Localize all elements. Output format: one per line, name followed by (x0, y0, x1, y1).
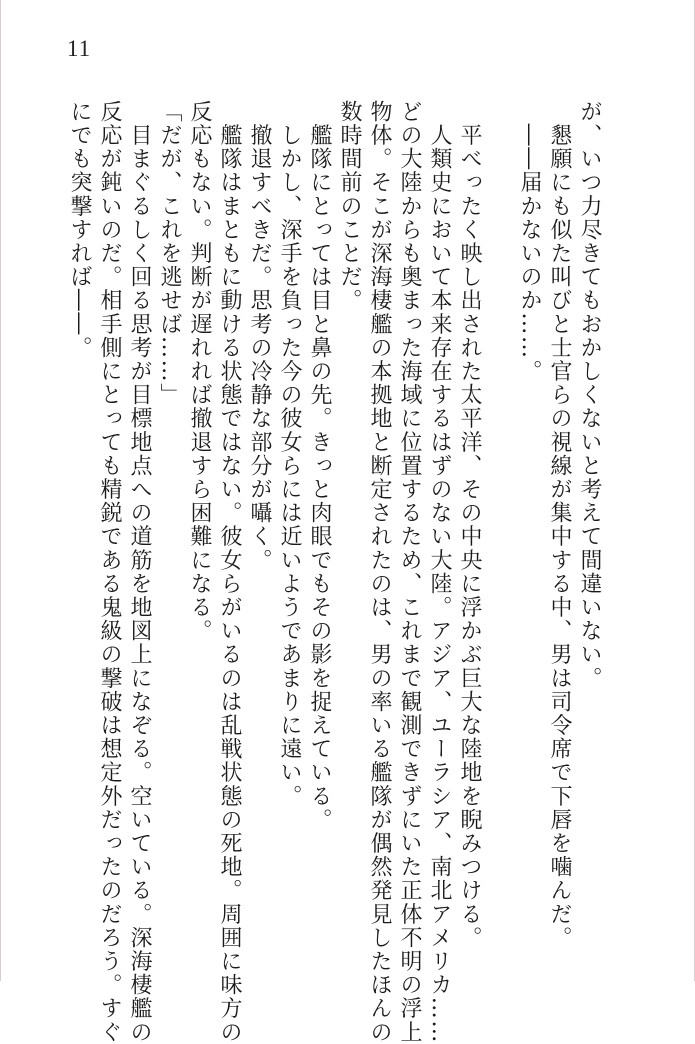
text-line: 人類史において本来存在するはずのない大陸。アジア、ユーラシア、南北アメリカ…… (427, 100, 452, 1044)
page-number: 11 (67, 36, 92, 61)
text-line: 撤退すべきだ。思考の冷静な部分が囁く。 (247, 100, 272, 572)
vertical-text-body (44, 100, 604, 1044)
blank-line (484, 100, 514, 930)
text-line: どの大陸からも奥まった海域に位置するため、これまで観測できずにいた正体不明の浮上 (397, 100, 422, 1044)
text-line: 目まぐるしく回る思考が目標地点への道筋を地図上になぞる。空いている。深海棲艦の (127, 100, 152, 1044)
text-line: 物体。そこが深海棲艦の本拠地と断定されたのは、男の率いる艦隊が偶然発見したほんの (367, 100, 392, 1044)
text-line: ――届かないのか……。 (517, 100, 542, 384)
text-line: 平べったく映し出された太平洋、その中央に浮かぶ巨大な陸地を睨みつける。 (457, 100, 482, 950)
text-line: 数時間前のことだ。 (337, 100, 362, 313)
text-line: 懇願にも似た叫びと士官らの視線が集中する中、男は司令席で下唇を噛んだ。 (547, 100, 572, 950)
text-line: 艦隊はまともに動ける状態ではない。彼女らがいるのは乱戦状態の死地。周囲に味方の (217, 100, 242, 1044)
text-line: 艦隊にとっては目と鼻の先。きっと肉眼でもその影を捉えている。 (307, 100, 332, 832)
text-line: しかし、深手を負った今の彼女らには近いようであまりに遠い。 (277, 100, 302, 808)
text-line: が、いつ力尽きてもおかしくないと考えて間違いない。 (577, 100, 602, 690)
text-line: にでも突撃すれば――。 (67, 100, 92, 360)
text-line: 「だが、これを逃せば……」 (157, 100, 182, 407)
text-line: 反応が鈍いのだ。相手側にとっても精鋭である鬼級の撃破は想定外だったのだろう。すぐ (97, 100, 122, 1044)
text-line: 反応もない。判断が遅れれば撤退すら困難になる。 (187, 100, 212, 643)
